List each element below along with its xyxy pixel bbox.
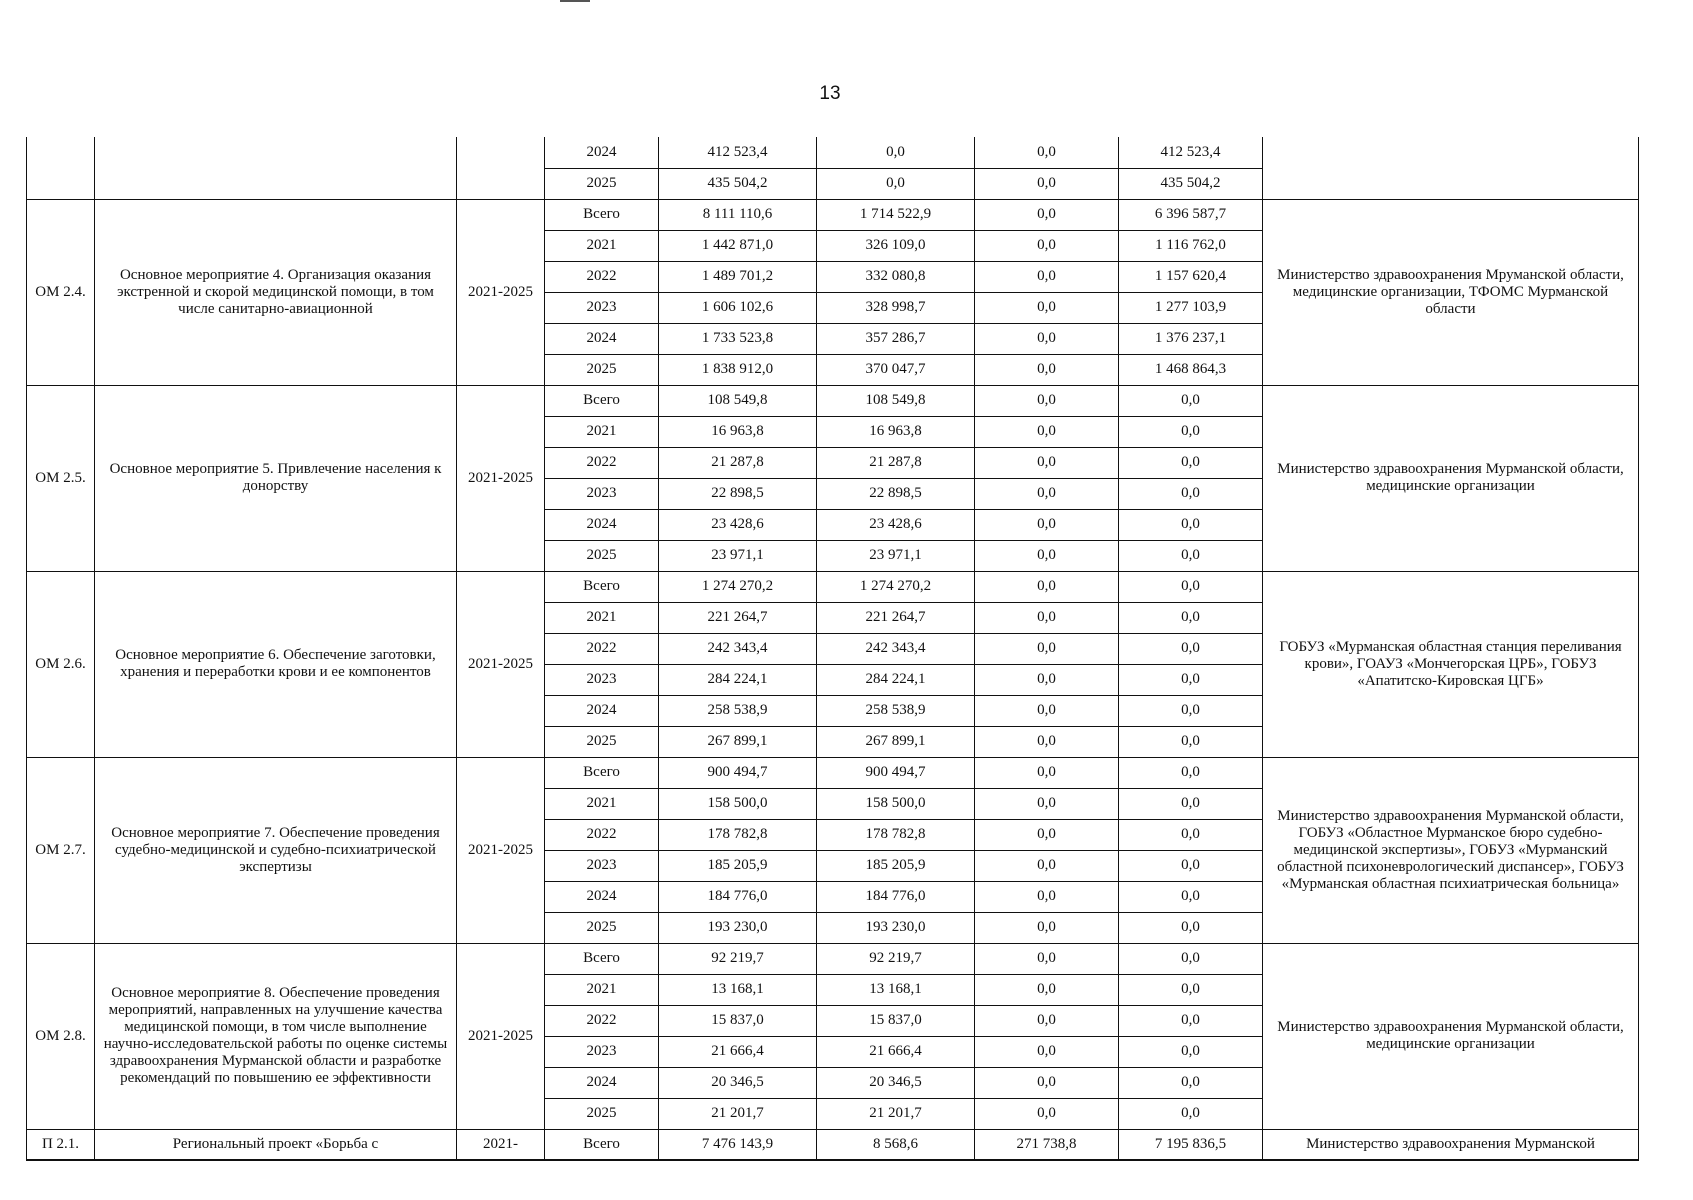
measure-period: 2021-2025: [457, 943, 545, 1129]
regional-amount-cell: 0,0: [1119, 571, 1263, 602]
measure-name: Основное мероприятие 8. Обеспечение проведения мероприятий, направленных на улучшение качества медицинской помощи, в том числе выполнение научно-исследовательской работы по оценке системы здравоохранения Мурманской области и разработке рекомендаций по повышению ее эффективности: [95, 943, 457, 1129]
local-amount-cell: 0,0: [975, 633, 1119, 664]
federal-amount-cell: 184 776,0: [817, 881, 975, 912]
local-amount-cell: 0,0: [975, 540, 1119, 571]
local-amount-cell: 0,0: [975, 757, 1119, 788]
local-amount-cell: 0,0: [975, 478, 1119, 509]
year-cell: Всего: [545, 199, 659, 230]
name-cell: [95, 137, 457, 199]
executor-cell: [1263, 137, 1639, 199]
regional-amount-cell: 1 116 762,0: [1119, 230, 1263, 261]
year-cell: 2024: [545, 323, 659, 354]
federal-amount-cell: 20 346,5: [817, 1067, 975, 1098]
year-cell: 2021: [545, 602, 659, 633]
total-amount-cell: 412 523,4: [659, 137, 817, 168]
regional-amount-cell: 0,0: [1119, 819, 1263, 850]
year-cell: 2021: [545, 788, 659, 819]
total-amount-cell: 92 219,7: [659, 943, 817, 974]
table-body: [27, 137, 1639, 1160]
table-row: [27, 571, 1639, 602]
measure-name: Основное мероприятие 4. Организация оказания экстренной и скорой медицинской помощи, в том числе санитарно-авиационной: [95, 199, 457, 385]
local-amount-cell: 0,0: [975, 292, 1119, 323]
total-amount-cell: 21 201,7: [659, 1098, 817, 1129]
year-cell: 2023: [545, 478, 659, 509]
local-amount-cell: 0,0: [975, 664, 1119, 695]
year-cell: 2024: [545, 137, 659, 168]
period-cell: [457, 137, 545, 199]
total-amount-cell: 185 205,9: [659, 850, 817, 881]
federal-amount-cell: 8 568,6: [817, 1129, 975, 1160]
total-amount-cell: 108 549,8: [659, 385, 817, 416]
local-amount-cell: 0,0: [975, 416, 1119, 447]
regional-amount-cell: 435 504,2: [1119, 168, 1263, 199]
federal-amount-cell: 23 971,1: [817, 540, 975, 571]
federal-amount-cell: 92 219,7: [817, 943, 975, 974]
federal-amount-cell: 267 899,1: [817, 726, 975, 757]
regional-amount-cell: 0,0: [1119, 416, 1263, 447]
regional-amount-cell: 1 157 620,4: [1119, 261, 1263, 292]
federal-amount-cell: 284 224,1: [817, 664, 975, 695]
local-amount-cell: 0,0: [975, 943, 1119, 974]
measure-executor: ГОБУЗ «Мурманская областная станция переливания крови», ГОАУЗ «Мончегорская ЦРБ», ГОБУЗ «Апатитско-Кировская ЦГБ»: [1263, 571, 1639, 757]
federal-amount-cell: 1 714 522,9: [817, 199, 975, 230]
total-amount-cell: 158 500,0: [659, 788, 817, 819]
table-row: [27, 943, 1639, 974]
federal-amount-cell: 1 274 270,2: [817, 571, 975, 602]
measure-period: 2021-2025: [457, 385, 545, 571]
page-top-mark: [560, 0, 590, 2]
year-cell: 2022: [545, 447, 659, 478]
total-amount-cell: 23 428,6: [659, 509, 817, 540]
measure-executor: Министерство здравоохранения Мруманской области, медицинские организации, ТФОМС Мурманской области: [1263, 199, 1639, 385]
federal-amount-cell: 178 782,8: [817, 819, 975, 850]
regional-amount-cell: 0,0: [1119, 385, 1263, 416]
total-amount-cell: 16 963,8: [659, 416, 817, 447]
measure-period: 2021-2025: [457, 571, 545, 757]
federal-amount-cell: 370 047,7: [817, 354, 975, 385]
measure-code: ОМ 2.6.: [27, 571, 95, 757]
year-cell: 2022: [545, 633, 659, 664]
regional-amount-cell: 1 468 864,3: [1119, 354, 1263, 385]
year-cell: Всего: [545, 385, 659, 416]
year-cell: 2024: [545, 881, 659, 912]
table-row: [27, 385, 1639, 416]
year-cell: 2023: [545, 292, 659, 323]
total-amount-cell: 184 776,0: [659, 881, 817, 912]
federal-amount-cell: 258 538,9: [817, 695, 975, 726]
year-cell: 2021: [545, 416, 659, 447]
total-amount-cell: 20 346,5: [659, 1067, 817, 1098]
local-amount-cell: 0,0: [975, 137, 1119, 168]
local-amount-cell: 0,0: [975, 819, 1119, 850]
regional-amount-cell: 0,0: [1119, 447, 1263, 478]
total-amount-cell: 221 264,7: [659, 602, 817, 633]
year-cell: 2023: [545, 1036, 659, 1067]
local-amount-cell: 0,0: [975, 695, 1119, 726]
measure-executor: Министерство здравоохранения Мурманской области, ГОБУЗ «Областное Мурманское бюро судебно-медицинской экспертизы», ГОБУЗ «Мурманский областной психоневрологический диспансер», ГОБУЗ «Мурманская областная психиатрическая больница»: [1263, 757, 1639, 943]
measure-code: ОМ 2.8.: [27, 943, 95, 1129]
total-amount-cell: 8 111 110,6: [659, 199, 817, 230]
year-cell: Всего: [545, 571, 659, 602]
local-amount-cell: 0,0: [975, 261, 1119, 292]
local-amount-cell: 0,0: [975, 230, 1119, 261]
local-amount-cell: 0,0: [975, 168, 1119, 199]
total-amount-cell: 267 899,1: [659, 726, 817, 757]
total-amount-cell: 21 666,4: [659, 1036, 817, 1067]
total-amount-cell: 1 606 102,6: [659, 292, 817, 323]
measure-code: ОМ 2.7.: [27, 757, 95, 943]
federal-amount-cell: 15 837,0: [817, 1005, 975, 1036]
measure-code: ОМ 2.5.: [27, 385, 95, 571]
measure-name: Основное мероприятие 7. Обеспечение проведения судебно-медицинской и судебно-психиатрической экспертизы: [95, 757, 457, 943]
local-amount-cell: 0,0: [975, 571, 1119, 602]
regional-amount-cell: 7 195 836,5: [1119, 1129, 1263, 1160]
table-row: [27, 757, 1639, 788]
federal-amount-cell: 158 500,0: [817, 788, 975, 819]
regional-amount-cell: 1 277 103,9: [1119, 292, 1263, 323]
federal-amount-cell: 0,0: [817, 137, 975, 168]
total-amount-cell: 1 733 523,8: [659, 323, 817, 354]
federal-amount-cell: 16 963,8: [817, 416, 975, 447]
total-amount-cell: 1 838 912,0: [659, 354, 817, 385]
year-cell: 2025: [545, 354, 659, 385]
measure-period: 2021-2025: [457, 199, 545, 385]
federal-amount-cell: 326 109,0: [817, 230, 975, 261]
federal-amount-cell: 22 898,5: [817, 478, 975, 509]
year-cell: 2022: [545, 261, 659, 292]
measure-executor: Министерство здравоохранения Мурманской: [1263, 1129, 1639, 1160]
total-amount-cell: 23 971,1: [659, 540, 817, 571]
regional-amount-cell: 0,0: [1119, 974, 1263, 1005]
local-amount-cell: 0,0: [975, 788, 1119, 819]
year-cell: Всего: [545, 1129, 659, 1160]
regional-amount-cell: 0,0: [1119, 478, 1263, 509]
federal-amount-cell: 328 998,7: [817, 292, 975, 323]
local-amount-cell: 271 738,8: [975, 1129, 1119, 1160]
federal-amount-cell: 21 287,8: [817, 447, 975, 478]
year-cell: 2021: [545, 974, 659, 1005]
federal-amount-cell: 13 168,1: [817, 974, 975, 1005]
federal-amount-cell: 332 080,8: [817, 261, 975, 292]
regional-amount-cell: 0,0: [1119, 695, 1263, 726]
total-amount-cell: 21 287,8: [659, 447, 817, 478]
regional-amount-cell: 0,0: [1119, 943, 1263, 974]
regional-amount-cell: 0,0: [1119, 602, 1263, 633]
local-amount-cell: 0,0: [975, 199, 1119, 230]
total-amount-cell: 1 274 270,2: [659, 571, 817, 602]
regional-amount-cell: 0,0: [1119, 1098, 1263, 1129]
total-amount-cell: 178 782,8: [659, 819, 817, 850]
local-amount-cell: 0,0: [975, 1067, 1119, 1098]
regional-amount-cell: 0,0: [1119, 850, 1263, 881]
year-cell: 2025: [545, 726, 659, 757]
year-cell: 2022: [545, 1005, 659, 1036]
federal-amount-cell: 21 666,4: [817, 1036, 975, 1067]
measure-code: ОМ 2.4.: [27, 199, 95, 385]
measure-code: П 2.1.: [27, 1129, 95, 1160]
measure-period: 2021-: [457, 1129, 545, 1160]
regional-amount-cell: 412 523,4: [1119, 137, 1263, 168]
local-amount-cell: 0,0: [975, 881, 1119, 912]
total-amount-cell: 242 343,4: [659, 633, 817, 664]
federal-amount-cell: 221 264,7: [817, 602, 975, 633]
total-amount-cell: 1 489 701,2: [659, 261, 817, 292]
year-cell: 2025: [545, 912, 659, 943]
page-number: 13: [819, 83, 841, 104]
year-cell: 2024: [545, 695, 659, 726]
regional-amount-cell: 0,0: [1119, 540, 1263, 571]
regional-amount-cell: 0,0: [1119, 757, 1263, 788]
regional-amount-cell: 0,0: [1119, 509, 1263, 540]
table-row: [27, 137, 1639, 168]
year-cell: 2025: [545, 1098, 659, 1129]
year-cell: 2021: [545, 230, 659, 261]
regional-amount-cell: 0,0: [1119, 633, 1263, 664]
program-financing-table: [26, 137, 1639, 1161]
federal-amount-cell: 185 205,9: [817, 850, 975, 881]
year-cell: 2024: [545, 509, 659, 540]
measure-name: Региональный проект «Борьба с: [95, 1129, 457, 1160]
local-amount-cell: 0,0: [975, 323, 1119, 354]
local-amount-cell: 0,0: [975, 1098, 1119, 1129]
local-amount-cell: 0,0: [975, 385, 1119, 416]
local-amount-cell: 0,0: [975, 1036, 1119, 1067]
year-cell: 2025: [545, 540, 659, 571]
local-amount-cell: 0,0: [975, 1005, 1119, 1036]
year-cell: 2022: [545, 819, 659, 850]
year-cell: 2025: [545, 168, 659, 199]
regional-amount-cell: 0,0: [1119, 664, 1263, 695]
federal-amount-cell: 357 286,7: [817, 323, 975, 354]
total-amount-cell: 193 230,0: [659, 912, 817, 943]
total-amount-cell: 13 168,1: [659, 974, 817, 1005]
local-amount-cell: 0,0: [975, 447, 1119, 478]
federal-amount-cell: 0,0: [817, 168, 975, 199]
regional-amount-cell: 6 396 587,7: [1119, 199, 1263, 230]
regional-amount-cell: 1 376 237,1: [1119, 323, 1263, 354]
federal-amount-cell: 108 549,8: [817, 385, 975, 416]
federal-amount-cell: 900 494,7: [817, 757, 975, 788]
measure-executor: Министерство здравоохранения Мурманской области, медицинские организации: [1263, 943, 1639, 1129]
table-row: [27, 1129, 1639, 1160]
regional-amount-cell: 0,0: [1119, 1067, 1263, 1098]
regional-amount-cell: 0,0: [1119, 788, 1263, 819]
regional-amount-cell: 0,0: [1119, 912, 1263, 943]
regional-amount-cell: 0,0: [1119, 726, 1263, 757]
local-amount-cell: 0,0: [975, 602, 1119, 633]
table-row: [27, 199, 1639, 230]
local-amount-cell: 0,0: [975, 354, 1119, 385]
total-amount-cell: 22 898,5: [659, 478, 817, 509]
total-amount-cell: 284 224,1: [659, 664, 817, 695]
total-amount-cell: 7 476 143,9: [659, 1129, 817, 1160]
federal-amount-cell: 242 343,4: [817, 633, 975, 664]
local-amount-cell: 0,0: [975, 726, 1119, 757]
year-cell: 2024: [545, 1067, 659, 1098]
measure-period: 2021-2025: [457, 757, 545, 943]
federal-amount-cell: 23 428,6: [817, 509, 975, 540]
federal-amount-cell: 21 201,7: [817, 1098, 975, 1129]
federal-amount-cell: 193 230,0: [817, 912, 975, 943]
total-amount-cell: 1 442 871,0: [659, 230, 817, 261]
year-cell: 2023: [545, 850, 659, 881]
local-amount-cell: 0,0: [975, 509, 1119, 540]
measure-name: Основное мероприятие 6. Обеспечение заготовки, хранения и переработки крови и ее компонентов: [95, 571, 457, 757]
regional-amount-cell: 0,0: [1119, 1005, 1263, 1036]
year-cell: Всего: [545, 757, 659, 788]
code-cell: [27, 137, 95, 199]
local-amount-cell: 0,0: [975, 974, 1119, 1005]
total-amount-cell: 435 504,2: [659, 168, 817, 199]
total-amount-cell: 15 837,0: [659, 1005, 817, 1036]
local-amount-cell: 0,0: [975, 912, 1119, 943]
year-cell: Всего: [545, 943, 659, 974]
year-cell: 2023: [545, 664, 659, 695]
regional-amount-cell: 0,0: [1119, 881, 1263, 912]
total-amount-cell: 900 494,7: [659, 757, 817, 788]
local-amount-cell: 0,0: [975, 850, 1119, 881]
measure-executor: Министерство здравоохранения Мурманской области, медицинские организации: [1263, 385, 1639, 571]
regional-amount-cell: 0,0: [1119, 1036, 1263, 1067]
measure-name: Основное мероприятие 5. Привлечение населения к донорству: [95, 385, 457, 571]
total-amount-cell: 258 538,9: [659, 695, 817, 726]
